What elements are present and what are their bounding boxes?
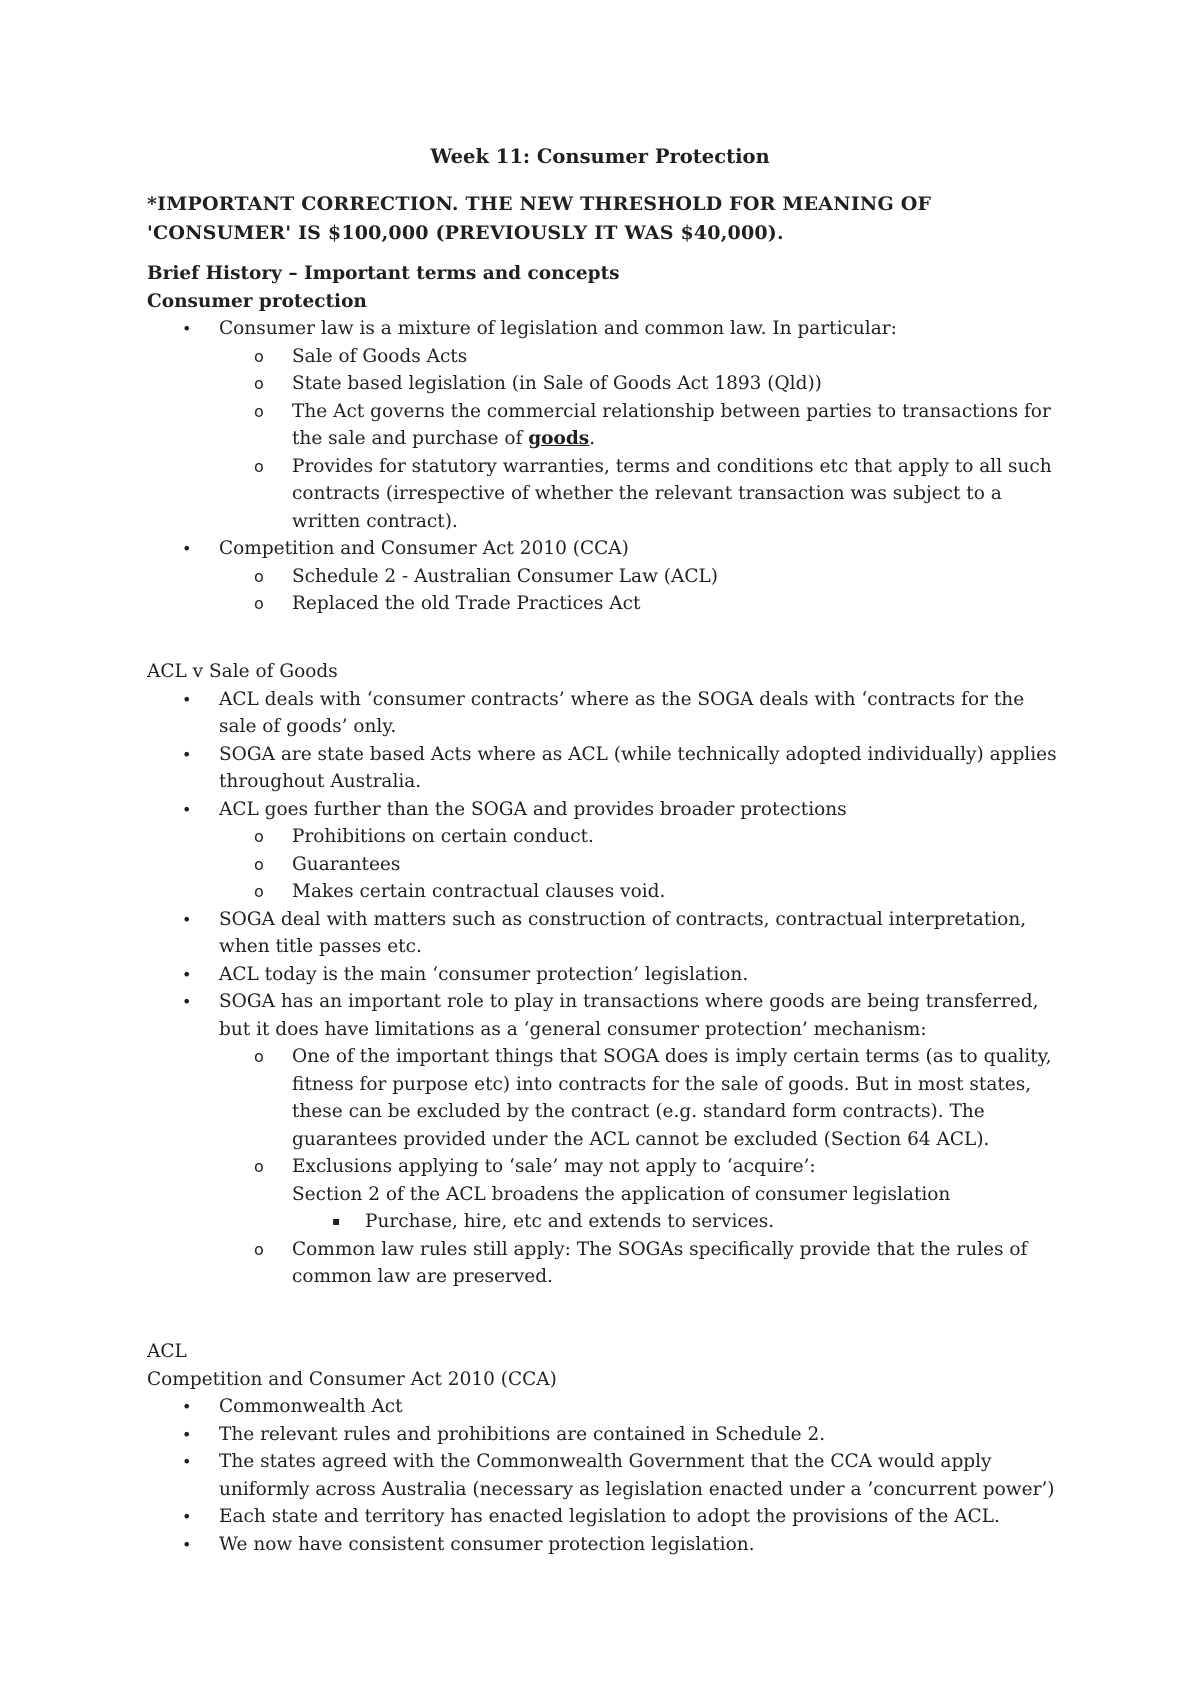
sub-sub-list-item: ▪ Purchase, hire, etc and extends to services. <box>292 1208 1067 1236</box>
bullet-list <box>147 686 1067 1291</box>
list-item: • We now have consistent consumer protection legislation. <box>147 1531 1067 1559</box>
list-item: • Commonwealth Act <box>147 1393 1067 1421</box>
list-item: • The relevant rules and prohibitions are contained in Schedule 2. <box>147 1421 1067 1449</box>
sub-list-item: o Schedule 2 - Australian Consumer Law (ACL) <box>219 563 1067 591</box>
list-item <box>147 315 1067 535</box>
page-title: Week 11: Consumer Protection <box>430 145 770 168</box>
sub-list <box>147 823 1067 906</box>
list-item-text: SOGA has an important role to play in transactions where goods are being transferred, but it does have limitations as a ‘general consumer protection’ mechanism: <box>219 991 1039 1040</box>
section-subheading: Consumer protection <box>147 290 367 312</box>
section-brief-history <box>147 260 1067 618</box>
sub-list-item: o Makes certain contractual clauses void. <box>219 878 1067 906</box>
sub-list-item: o Common law rules still apply: The SOGAs specifically provide that the rules of common law are preserved. <box>219 1236 1067 1291</box>
sub-list-item-text: o Exclusions applying to ‘sale’ may not apply to ‘acquire’: <box>292 1156 816 1177</box>
sub-list-item: o Guarantees <box>219 851 1067 879</box>
sub-list-item: o Prohibitions on certain conduct. <box>219 823 1067 851</box>
section-subheading: Competition and Consumer Act 2010 (CCA) <box>147 1368 557 1390</box>
sub-list-item: o State based legislation (in Sale of Goods Act 1893 (Qld)) <box>219 370 1067 398</box>
section-acl-v-soga <box>147 658 1067 1291</box>
list-item <box>147 535 1067 618</box>
sub-list-item <box>219 398 1067 453</box>
sub-sub-list <box>219 1208 1067 1236</box>
sub-list-item: o Provides for statutory warranties, terms and conditions etc that apply to all such contracts (irrespective of whether the relevant transaction was subject to a written contract). <box>219 453 1067 536</box>
bullet-list <box>147 1393 1067 1558</box>
goods-emphasis: goods <box>528 428 590 449</box>
section-heading: ACL <box>147 1341 187 1362</box>
list-item: • Each state and territory has enacted legislation to adopt the provisions of the ACL. <box>147 1503 1067 1531</box>
section-acl <box>147 1338 1067 1558</box>
list-item-text: Consumer law is a mixture of legislation and common law. In particular: <box>219 318 897 339</box>
section-heading: ACL v Sale of Goods <box>147 661 338 682</box>
list-item: • The states agreed with the Commonwealth Government that the CCA would apply uniformly across Australia (necessary as legislation enacted under a ’concurrent power’) <box>147 1448 1067 1503</box>
list-item: • SOGA are state based Acts where as ACL (while technically adopted individually) applies throughout Australia. <box>147 741 1067 796</box>
sub-list-item-text-continued: Section 2 of the ACL broadens the application of consumer legislation <box>292 1183 951 1205</box>
sub-list-item-text: The Act governs the commercial relationship between parties to transactions for the sale and purchase of <box>292 400 1051 449</box>
section-heading: Brief History – Important terms and concepts <box>147 263 620 284</box>
sub-list <box>147 343 1067 536</box>
list-item <box>147 796 1067 906</box>
list-item: • ACL today is the main ‘consumer protection’ legislation. <box>147 961 1067 989</box>
important-correction-note: *IMPORTANT CORRECTION. THE NEW THRESHOLD FOR MEANING OF 'CONSUMER' IS $100,000 (PREVIOUSLY IT WAS $40,000). <box>147 193 932 244</box>
list-item: • SOGA deal with matters such as construction of contracts, contractual interpretation, when title passes etc. <box>147 906 1067 961</box>
sub-list-item: o Sale of Goods Acts <box>219 343 1067 371</box>
sub-list-item: o One of the important things that SOGA does is imply certain terms (as to quality, fitness for purpose etc) into contracts for the sale of goods. But in most states, these can be excluded by the contract (e.g. standard form contracts). The guarantees provided under the ACL cannot be excluded (Section 64 ACL). <box>219 1043 1067 1153</box>
list-item: • ACL deals with ‘consumer contracts’ where as the SOGA deals with ‘contracts for the sale of goods’ only. <box>147 686 1067 741</box>
sub-list <box>147 1043 1067 1291</box>
sub-list-item-text-end: . <box>589 428 596 449</box>
list-item-text: ACL goes further than the SOGA and provides broader protections <box>219 798 847 820</box>
list-item <box>147 988 1067 1291</box>
bullet-list <box>147 315 1067 618</box>
sub-list-item <box>219 1153 1067 1236</box>
sub-list-item: o Replaced the old Trade Practices Act <box>219 590 1067 618</box>
sub-list <box>147 563 1067 618</box>
list-item-text: Competition and Consumer Act 2010 (CCA) <box>219 538 629 559</box>
